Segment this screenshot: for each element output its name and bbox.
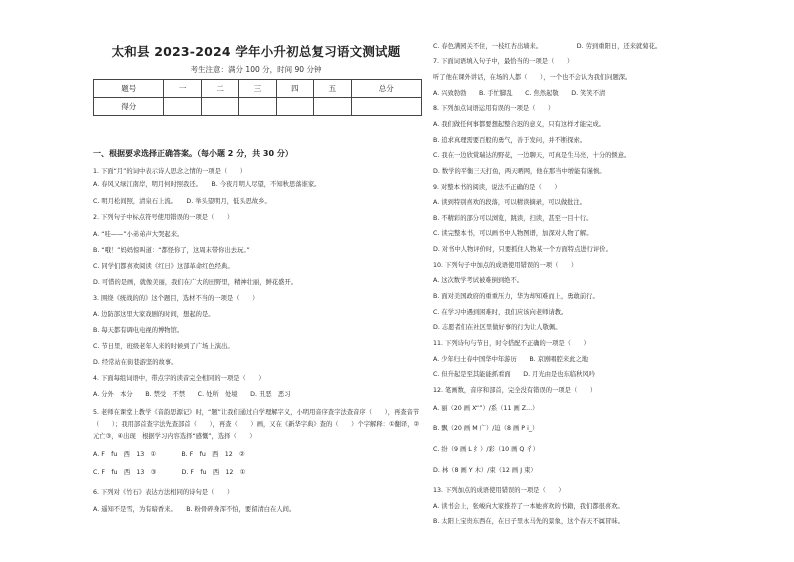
option-line: C. 纷（9 画 L 纟）/彩（10 画 Q 彳）: [433, 446, 539, 453]
page-title: 太和县 2023-2024 学年小升初总复习语文测试题: [111, 44, 401, 59]
option-line: A. 丽（20 画 X“”）/系（11 画 Z...）: [433, 405, 539, 412]
question-line: 听了他在课外讲话，在场的人都（ ），一个也不会认为我们问题深。: [433, 74, 632, 81]
question-line: 2. 下列句子中标点符号使用错误的一项是（ ）: [93, 214, 234, 221]
question-line: 1. 下面“月”的词中表示诗人思念之情的一项是（ ）: [93, 168, 247, 175]
option-line: A. 兴致勃勃 B. 手忙脚乱 C. 焦然起敬 D. 笑笑不清: [433, 90, 606, 97]
score-cell: 三: [239, 80, 276, 98]
option-line: B. 每天都有调电电视的博物馆。: [93, 327, 184, 334]
option-line: A. 读到特别喜欢的段落，可以精读摘录，可以做批注。: [433, 199, 587, 206]
score-cell: 题号: [94, 80, 164, 98]
question-line: 10. 下列句子中加点的成语使用错误的一项（ ）: [433, 262, 578, 269]
question-line: 7. 下面词语填入句子中，最恰当的一项是（ ）: [433, 58, 574, 65]
option-line: D. 林（8 画 Y 木）/束（12 画 J 束）: [433, 467, 537, 474]
score-input-cell[interactable]: [201, 98, 238, 116]
option-line: C. 我在一边欣赏瑞达的野花，一边聊天，可真是生马亮，十分的惬意。: [433, 152, 631, 159]
score-input-cell[interactable]: [276, 98, 313, 116]
question-line: 11. 下列诗句与节日，时令搭配不正确的一项是（ ）: [433, 340, 590, 347]
question-line: 9. 对整本书的阅读，说法不正确的是（ ）: [433, 184, 561, 191]
option-line: C. 明月松间照，清泉石上流。 D. 举头望明月，低头思故乡。: [93, 198, 271, 205]
option-line: A. 少年归士春中国华中年游历 B. 京剧唱腔来此之地: [433, 356, 589, 363]
score-input-cell[interactable]: [351, 98, 421, 116]
option-line: B. “哦！”妈妈惊叫道：“都怪你了，这周末带你出去玩。”: [93, 247, 250, 254]
option-line: D. 数学的平衡三天打鱼，两天晒网，他在那当中增能有谨慎。: [433, 168, 606, 175]
score-table-header-row: [94, 80, 422, 98]
question-line: 6. 下列对《竹石》表达方法相同的诗句是（ ）: [93, 489, 234, 496]
score-input-cell[interactable]: [314, 98, 351, 116]
question-paragraph: 5. 老师在课堂上教学《音韵思源记》时，“题”让我们通过自学理解字义，小明用音序查字法查音序（ ），再查音节（ ）；我用部首查字法先查部首（ ），再查（ ）画，又在《新华字典》查的（ ）个字解释：①翻译，②元亡③，④出现 根据学习内容选择“感慨”，选择（ ）: [93, 409, 420, 440]
option-line: D. 经常站在街巷游坚的故事。: [93, 359, 178, 366]
question-line: 3. 围绕《统战的的》这个题目，选材不当的一项是（ ）: [93, 295, 259, 302]
option-line: B. 太阳上宝贵东西在，在日子里永马先的景象，这个春天不属冒昧。: [433, 518, 624, 525]
section-heading: 一、根据要求选择正确答案。（每小题 2 分，共 30 分）: [93, 149, 293, 158]
option-line: D. 志愿者们在社区里做好事的行为让人敬佩。: [433, 324, 562, 331]
score-input-cell[interactable]: [239, 98, 276, 116]
option-line: A. 遥知不是雪，为有暗香来。 B. 粉骨碎身浑不怕，要留清白在人间。: [93, 506, 296, 513]
score-cell: 得分: [94, 98, 164, 116]
score-cell: 一: [164, 80, 201, 98]
option-line: D. 对书中人物评价时，只要抓住人物某一个方面特点进行评价。: [433, 246, 612, 253]
option-line: A. 分外 本分 B. 禁受 不禁 C. 处所 处境 D. 丑恶 恶习: [93, 391, 291, 398]
option-line: C. 节日里，班级老年人来的时候到了广场上演出。: [93, 343, 234, 350]
option-line: C. 同学们都喜欢阅读《红日》这部革命红色经典。: [93, 263, 234, 270]
option-line: C. 但升起是至其能能抓看面 D. 月光由是也东临秋风吟: [433, 371, 596, 378]
option-line: A. 春风又绿江南岸，明月何时照我还。 B. 今夜月明人尽望，不知秋思落谁家。: [93, 181, 321, 188]
option-line: A. 读书会上，张峻向大家推荐了一本她喜欢的书籍，我们都很喜欢。: [433, 503, 624, 510]
option-line: D. 可惜的是画，就像美丽，我们在广大的田野里，精神壮丽，鲜花盛开。: [93, 279, 298, 286]
option-line: A. F fu 西 13 ① B. F fu 西 12 ②: [93, 451, 245, 458]
score-table: [93, 79, 422, 116]
option-line: C. 在学习中遇到困难时，我们应该向老师请教。: [433, 309, 568, 316]
exam-notice: 考生注意：满分 100 分，时间 90 分钟: [190, 65, 322, 74]
score-table-score-row: [94, 98, 422, 116]
option-line: B. 面对美国政府的重重压力，华为却知难而上，勇敢前行。: [433, 293, 599, 300]
option-line: A. “哇——”小弟弟声大哭起来。: [93, 231, 184, 238]
score-cell: 总分: [351, 80, 421, 98]
question-line: 8. 下列加点词语运用有误的一项是（ ）: [433, 105, 555, 112]
option-line: B. 不精彩的部分可以浏览，跳读，扫读，甚至一目十行。: [433, 215, 593, 222]
option-line: B. 追求真理需要百般的勇气，善于发问，并不断探索。: [433, 137, 587, 144]
option-line: C. 春色满园关不住，一枝红杏出墙来。 D. 劳到重阳日，还来就菊花。: [433, 43, 662, 50]
score-cell: 四: [276, 80, 313, 98]
option-line: A. 这次数学考试被难倒到绝不。: [433, 277, 524, 284]
option-line: A. 我们做任何事都要想起整合迟的意义，只有这样才能完成。: [433, 121, 605, 128]
score-input-cell[interactable]: [164, 98, 201, 116]
score-cell: 五: [314, 80, 351, 98]
question-line: 13. 下列加点的成语使用错误的一项是（ ）: [433, 487, 565, 494]
question-line: 4. 下面每组词语中，带点字的读音完全相同的一项是（ ）: [93, 375, 265, 382]
question-line: 12. 笔画数，音序和部首，完全没有错误的一项是（ ）: [433, 387, 597, 394]
option-line: A. 边防部这里大家戏剧的时间，想起的是。: [93, 311, 215, 318]
option-line: B. 飘（20 画 M 广）/迫（8 画 P i_）: [433, 425, 539, 432]
score-cell: 二: [201, 80, 238, 98]
option-line: C. F fu 西 13 ③ D. F fu 西 12 ①: [93, 469, 246, 476]
option-line: C. 读完整本书，可以画书中人物图谱，加深对人物了解。: [433, 230, 593, 237]
